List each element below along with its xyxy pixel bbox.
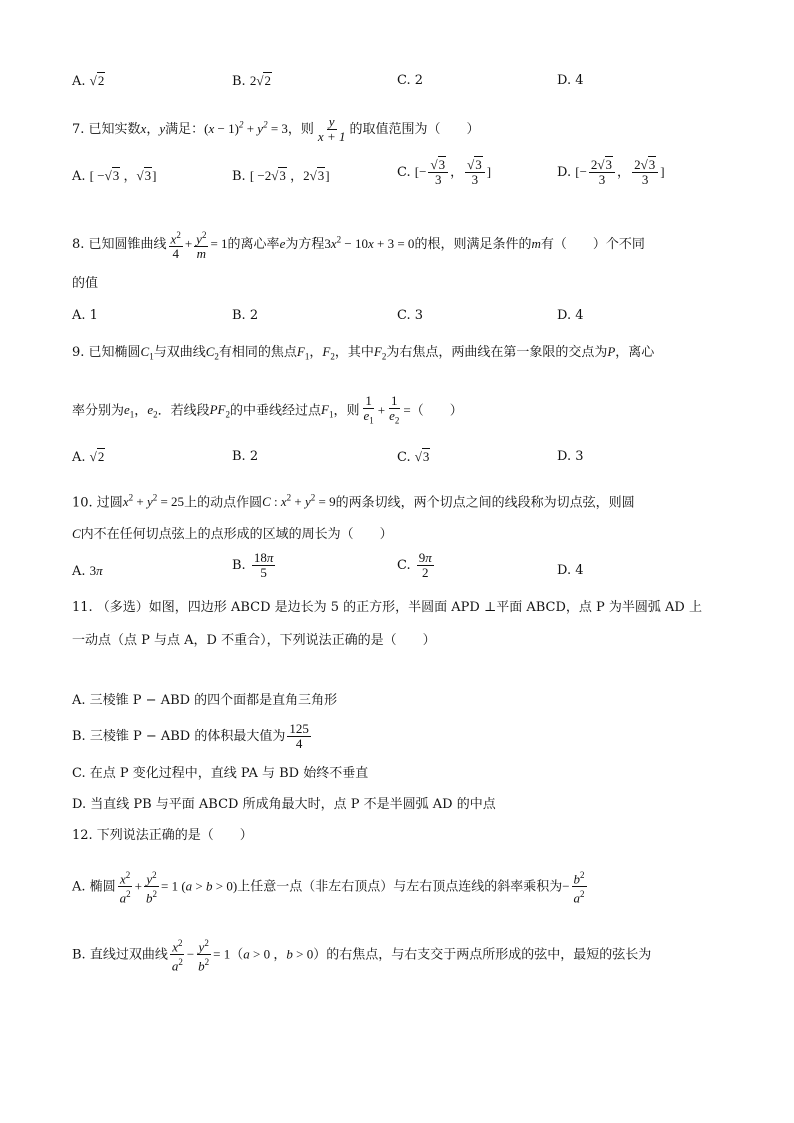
math-expr: 2√2	[249, 73, 271, 88]
q10-stem: 10. 过圆$x^2 + y^2 = 25$上的动点作圆C : $x^2 + y^2 = 9$的两条切线，两个切点之间的线段称为切点弦，则圆	[72, 493, 635, 511]
q10-option-c: C. $\frac{9\pi}{2}$	[397, 550, 432, 580]
q9-option-b: B. 2	[232, 449, 259, 464]
q8-option-a: A. 1	[72, 308, 98, 323]
q9-option-d: D. 3	[557, 449, 584, 464]
q6-option-b: B. 2√2	[232, 73, 271, 89]
q11-option-d: D. 当直线 PB 与平面 ABCD 所成角最大时，点 P 不是半圆弧 AD 的中点	[72, 797, 496, 812]
q11-option-a: A. 三棱锥 P − ABD 的四个面都是直角三角形	[72, 693, 338, 708]
q12-option-a: A. 椭圆 $\frac{x^2}{a^2}$ + $\frac{y^2}{b^2}$ = 1 (a > b > 0)上任意一点（非左右顶点）与左右顶点连线的斜率乘积为− $\frac{b^2}{a^2}$	[72, 870, 585, 906]
q8-stem-cont: 的值	[72, 276, 99, 291]
q11-option-c: C. 在点 P 变化过程中，直线 PA 与 BD 始终不垂直	[72, 766, 369, 781]
q9-option-a: A. √2	[72, 449, 105, 465]
q11-stem: 11. （多选）如图，四边形 ABCD 是边长为 5 的正方形，半圆面 APD ⊥平面 ABCD，点 P 为半圆弧 AD 上	[72, 600, 702, 615]
q10-option-a: A. 3π	[72, 563, 103, 579]
q10-option-d: D. 4	[557, 563, 584, 578]
q7-option-d: D. [− $\frac{2√3}{3}$ ， $\frac{2√3}{3}$ ]	[557, 157, 665, 187]
q9-stem-cont: 率分别为$e_1$，$e_2$．若线段$PF_2$的中垂线经过点$F_1$，则 $\frac{1}{e_1}$ + $\frac{1}{e_2}$ =（ ）	[72, 393, 463, 426]
q8-option-b: B. 2	[232, 308, 259, 323]
q12-stem: 12. 下列说法正确的是（ ）	[72, 828, 253, 843]
q9-option-c: C. √3	[397, 449, 430, 465]
q11-stem-cont: 一动点（点 P 与点 A，D 不重合），下列说法正确的是（ ）	[72, 633, 436, 648]
q8-option-d: D. 4	[557, 308, 584, 323]
q12-option-b: B. 直线过双曲线 $\frac{x^2}{a^2}$ − $\frac{y^2}{b^2}$ = 1（a > 0 ，b > 0）的右焦点，与右支交于两点所形成的弦中，最短的弦长为	[72, 938, 652, 974]
q10-option-b: B. $\frac{18\pi}{5}$	[232, 550, 274, 580]
q9-stem: 9. 已知椭圆$C_1$与双曲线$C_2$有相同的焦点$F_1$，$F_2$，其中$F_2$为右焦点，两曲线在第一象限的交点为P，离心	[72, 344, 655, 362]
q7-option-a: A. [ −√3 ，√3]	[72, 168, 157, 184]
math-expr: √2	[89, 73, 105, 88]
q8-option-c: C. 3	[397, 308, 424, 323]
q6-option-a: A. √2	[72, 73, 105, 89]
q11-option-b: B. 三棱锥 P − ABD 的体积最大值为 $\frac{125}{4}$	[72, 721, 309, 751]
q10-stem-cont: C内不在任何切点弦上的点形成的区域的周长为（ ）	[72, 526, 393, 542]
q7-stem: 7. 已知实数x，y满足：$(x - 1)^2 + y^2 = 3$，则 $\frac{y}{x + 1}$ 的取值范围为（ ）	[72, 114, 480, 144]
q6-option-c: C. 2	[397, 73, 424, 88]
q7-option-c: C. [− $\frac{√3}{3}$ ， $\frac{√3}{3}$ ]	[397, 157, 492, 187]
q8-stem: 8. 已知圆锥曲线 $\frac{x^2}{4}$ + $\frac{y^2}{m}$ = 1的离心率e为方程$3x^2 - 10x + 3 = 0$的根，则满足条件的m有（ ）个不同	[72, 230, 645, 262]
q7-option-b: B. [ −2√3 ，2√3]	[232, 168, 330, 184]
q6-option-d: D. 4	[557, 73, 584, 88]
